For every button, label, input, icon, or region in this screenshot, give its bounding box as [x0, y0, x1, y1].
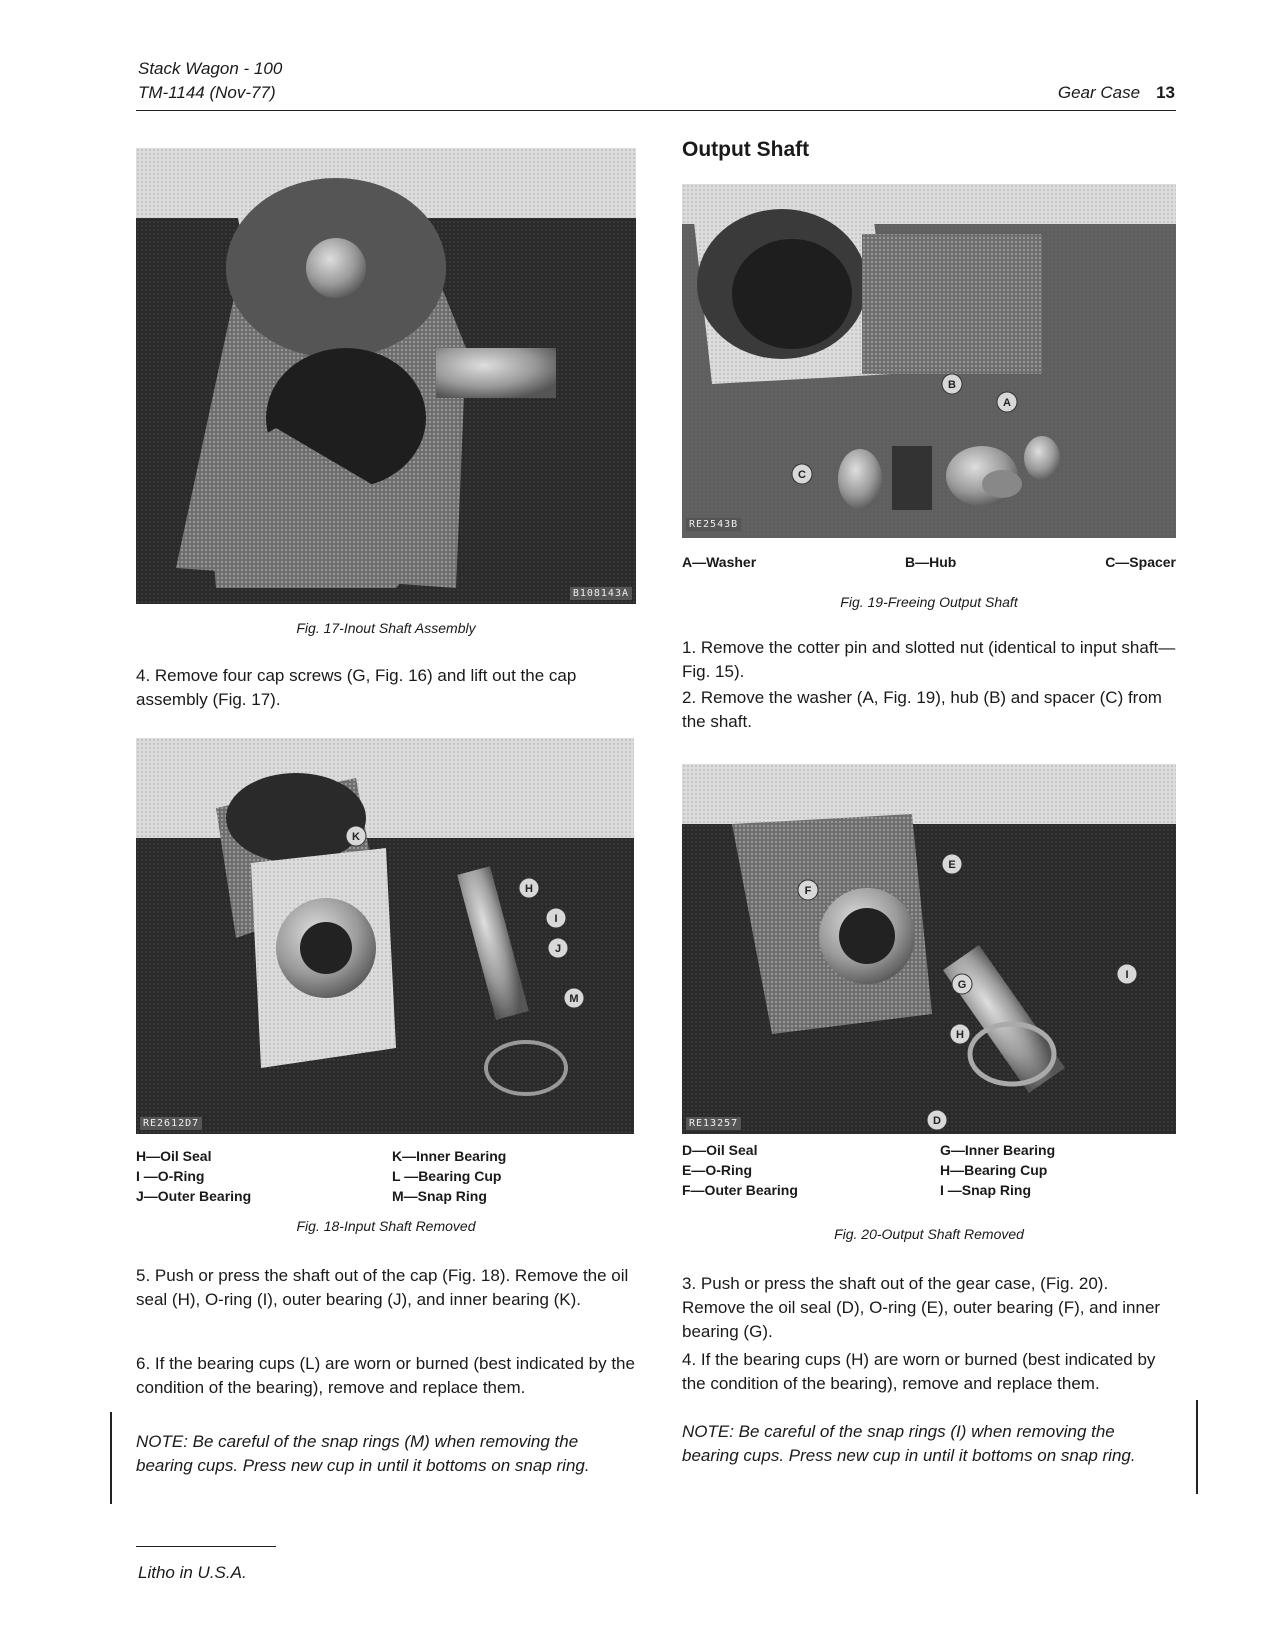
fig18-photo [136, 738, 634, 1134]
left-step4: 4. Remove four cap screws (G, Fig. 16) and lift out the cap assembly (Fig. 17). [136, 666, 577, 709]
footer-text: Litho in U.S.A. [138, 1563, 247, 1582]
fig19-callout-a: A [1003, 397, 1011, 409]
fig18-legend-col1 [136, 1146, 366, 1206]
right-note: NOTE: Be careful of the snap rings (I) when removing the bearing cups. Press new cup in until it bottoms on snap ring. [682, 1422, 1136, 1465]
fig20-callout-i: I [1125, 969, 1129, 981]
fig20-photo-id: RE13257 [686, 1117, 741, 1130]
right-revision-bar [1196, 1400, 1198, 1494]
fig18-callout-i: I [554, 913, 558, 925]
left-revision-bar [110, 1412, 112, 1504]
fig20-callout-g: G [957, 979, 967, 991]
right-step1: 1. Remove the cotter pin and slotted nut (identical to input shaft—Fig. 15). [682, 638, 1176, 681]
fig18-legend-item: J—Outer Bearing [136, 1188, 252, 1204]
fig20-callout-e: E [948, 859, 956, 871]
doc-title: Stack Wagon - 100 [138, 59, 283, 78]
fig19-legend [682, 552, 1176, 572]
fig20-photo [682, 764, 1176, 1134]
fig20-legend-item: I —Snap Ring [940, 1182, 1031, 1198]
left-step6: 6. If the bearing cups (L) are worn or burned (best indicated by the condition of the bearing), remove and replace them. [136, 1354, 635, 1397]
fig18-legend-item: K—Inner Bearing [392, 1148, 507, 1164]
fig17-photo-id: B108143A [570, 587, 632, 600]
section-title: Output Shaft [682, 138, 810, 161]
fig20-legend-item: D—Oil Seal [682, 1142, 758, 1158]
fig20-caption: Fig. 20-Output Shaft Removed [834, 1226, 1024, 1242]
fig19-photo-id: RE2543B [686, 518, 741, 531]
fig20-legend-item: F—Outer Bearing [682, 1182, 798, 1198]
fig18-callout-j: J [554, 943, 562, 955]
fig19-photo [682, 184, 1176, 538]
fig20-legend-item: E—O-Ring [682, 1162, 752, 1178]
fig18-legend-item: M—Snap Ring [392, 1188, 487, 1204]
left-note: NOTE: Be careful of the snap rings (M) when removing the bearing cups. Press new cup in until it bottoms on snap ring. [136, 1432, 590, 1475]
fig19-legend-item: C—Spacer [1105, 554, 1176, 570]
left-step5: 5. Push or press the shaft out of the cap (Fig. 18). Remove the oil seal (H), O-ring (I), outer bearing (J), and inner bearing (K). [136, 1266, 629, 1309]
right-step4: 4. If the bearing cups (H) are worn or burned (best indicated by the condition of the bearing), remove and replace them. [682, 1350, 1156, 1393]
fig18-callout-m: M [569, 993, 579, 1005]
footer-rule [136, 1546, 276, 1547]
right-step2: 2. Remove the washer (A, Fig. 19), hub (B) and spacer (C) from the shaft. [682, 688, 1162, 731]
fig18-legend-item: I —O-Ring [136, 1168, 205, 1184]
fig17-caption: Fig. 17-Inout Shaft Assembly [296, 620, 476, 636]
fig20-legend-col1 [682, 1140, 912, 1200]
fig20-callout-h: H [956, 1029, 964, 1041]
fig20-callout-d: D [933, 1115, 941, 1127]
fig20-legend-item: H—Bearing Cup [940, 1162, 1048, 1178]
fig19-caption: Fig. 19-Freeing Output Shaft [840, 594, 1018, 610]
fig18-callout-h: H [525, 883, 533, 895]
fig20-callout-f: F [804, 885, 812, 897]
fig18-photo-id: RE2612D7 [140, 1117, 202, 1130]
fig18-legend-item: H—Oil Seal [136, 1148, 212, 1164]
fig19-callout-c: C [798, 469, 806, 481]
section-name: Gear Case [1057, 83, 1141, 102]
right-step3: 3. Push or press the shaft out of the gear case, (Fig. 20). Remove the oil seal (D), O-ring (E), outer bearing (F), and inner bearing (G). [682, 1274, 1161, 1341]
running-head [1058, 83, 1175, 103]
fig18-callout-k: K [352, 831, 360, 843]
page-number: 13 [1156, 83, 1175, 102]
fig19-callout-b: B [948, 379, 956, 391]
header-rule [136, 110, 1176, 111]
fig17-photo [136, 148, 636, 604]
fig19-legend-item: A—Washer [682, 554, 757, 570]
fig18-legend-item: L —Bearing Cup [392, 1168, 502, 1184]
fig20-legend-col2 [940, 1140, 1176, 1200]
fig19-legend-item: B—Hub [905, 554, 957, 570]
fig18-legend-col2 [392, 1146, 632, 1206]
fig20-legend-item: G—Inner Bearing [940, 1142, 1056, 1158]
doc-code: TM-1144 (Nov-77) [138, 83, 276, 102]
fig18-caption: Fig. 18-Input Shaft Removed [296, 1218, 476, 1234]
